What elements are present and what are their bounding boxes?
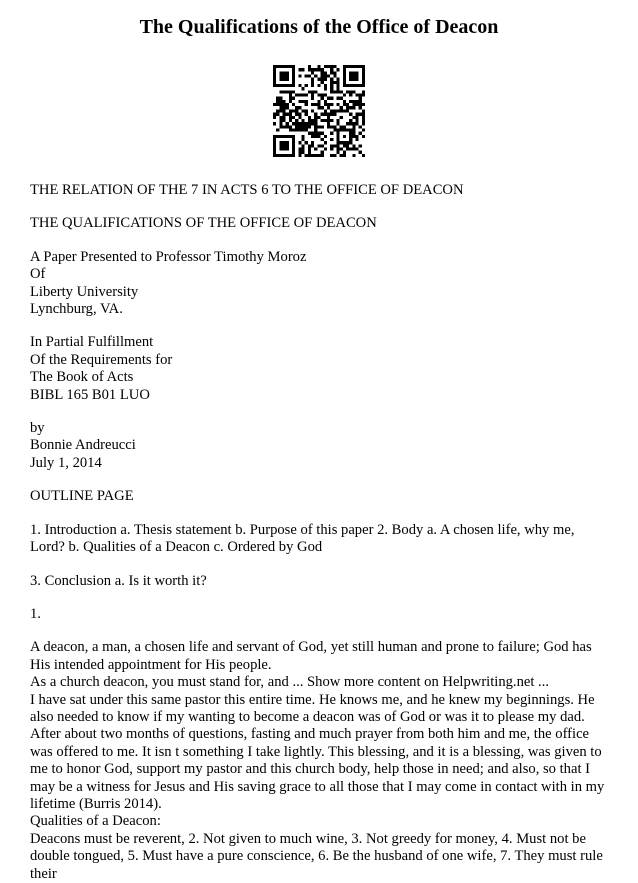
section-number: 1. <box>30 605 41 622</box>
presented-line: A Paper Presented to Professor Timothy Moroz <box>30 248 307 265</box>
fulfillment-block <box>30 334 612 404</box>
fulfillment-line: BIBL 165 B01 LUO <box>30 386 150 403</box>
outline-conclusion: 3. Conclusion a. Is it worth it? <box>30 572 207 589</box>
byline-line: by <box>30 420 45 437</box>
fulfillment-line: Of the Requirements for <box>30 351 173 368</box>
presented-line: Of <box>30 266 46 283</box>
qualities-list: Deacons must be reverent, 2. Not given to much wine, 3. Not greedy for money, 4. Must not be double tongued, 5. Must have a pure conscience, 6. Be the husband of one wife, 7. They must rule their <box>30 830 603 882</box>
document-body <box>30 182 612 883</box>
heading-qualifications: THE QUALIFICATIONS OF THE OFFICE OF DEACON <box>30 215 377 232</box>
paragraph-pastor: I have sat under this same pastor this entire time. He knows me, and he knew my beginnings. He also needed to know if my wanting to become a deacon was of God or was it to please my dad. After about two months of questions, fasting and much prayer from both him and me, the office was offered to me. It isn t something I take lightly. This blessing, and it is a blessing, was given to me to honor God, support my pastor and this church body, help those in need; and also, so that I may be a witness for Jesus and His saving grace to all those that I may come in contact with in my lifetime (Burris 2014). <box>30 691 605 812</box>
qr-code-icon <box>273 65 365 157</box>
heading-relation: THE RELATION OF THE 7 IN ACTS 6 TO THE OFFICE OF DEACON <box>30 182 464 198</box>
document-title: The Qualifications of the Office of Deacon <box>139 16 499 38</box>
presented-line: Lynchburg, VA. <box>30 301 123 318</box>
author-name: Bonnie Andreucci <box>30 437 136 454</box>
outline-heading: OUTLINE PAGE <box>30 488 134 505</box>
qualities-heading: Qualities of a Deacon: <box>30 813 161 830</box>
outline-items: 1. Introduction a. Thesis statement b. Purpose of this paper 2. Body a. A chosen life, why me, Lord? b. Qualities of a Deacon c. Ordered by God <box>30 521 575 556</box>
qr-code <box>273 65 365 157</box>
presented-block <box>30 249 612 319</box>
paragraph-intro: A deacon, a man, a chosen life and servant of God, yet still human and prone to failure; God has His intended appointment for His people. <box>30 639 592 673</box>
date: July 1, 2014 <box>30 454 102 471</box>
byline-block <box>30 420 612 472</box>
fulfillment-line: The Book of Acts <box>30 369 134 386</box>
presented-line: Liberty University <box>30 283 139 300</box>
fulfillment-line: In Partial Fulfillment <box>30 334 154 351</box>
paragraph-stand: As a church deacon, you must stand for, and ... Show more content on Helpwriting.net ... <box>30 674 550 691</box>
